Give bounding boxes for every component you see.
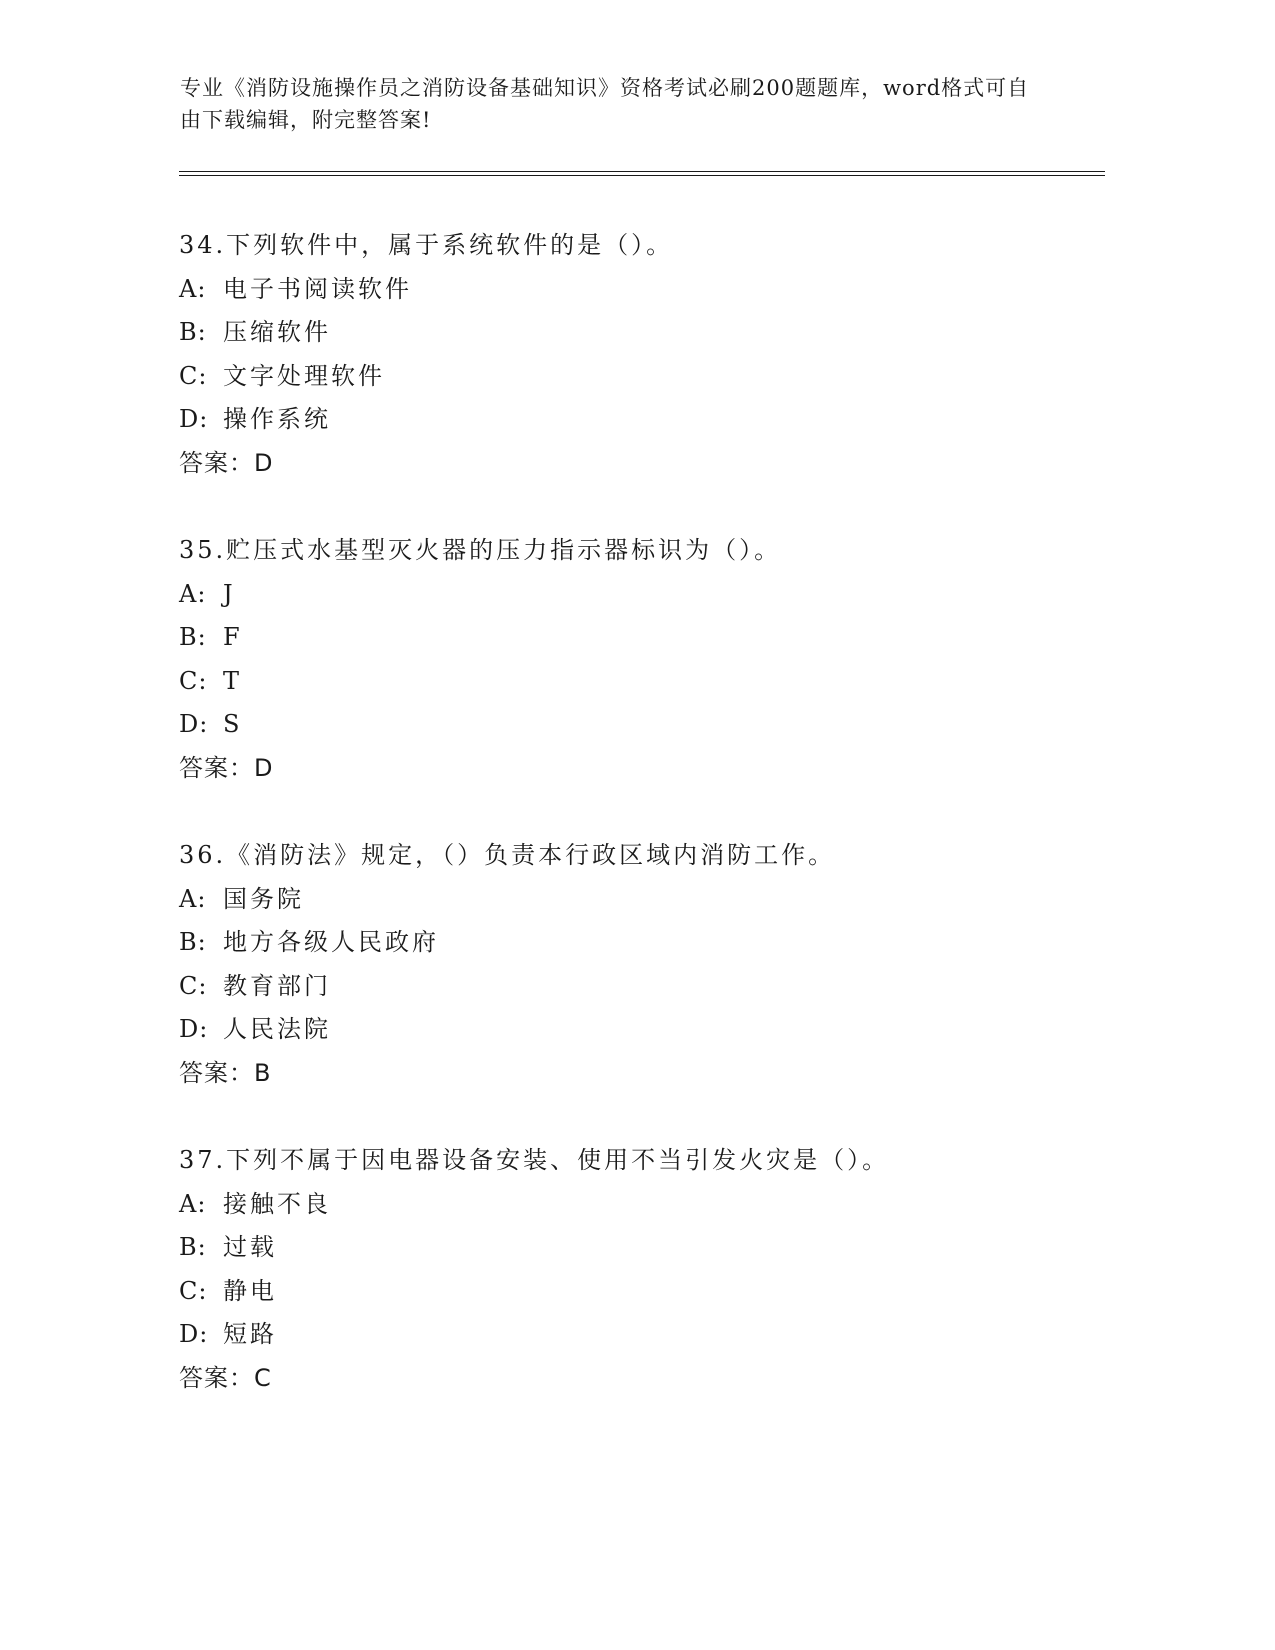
option-b [179,1226,1099,1270]
option-text: 过载 [223,1233,277,1262]
option-text: T [223,666,243,695]
option-letter: C: [179,971,208,1000]
option-a [179,573,1099,617]
option-d [179,1313,1099,1357]
option-letter: C: [179,1276,208,1305]
option-c [179,355,1099,399]
header-divider-top [179,171,1105,172]
option-text: 国务院 [223,884,304,913]
option-b [179,311,1099,355]
option-text: 操作系统 [223,405,331,434]
option-b [179,921,1099,965]
option-text: S [223,710,243,739]
option-letter: A: [179,274,207,303]
option-letter: B: [179,318,207,347]
option-c [179,1270,1099,1314]
option-letter: A: [179,1189,207,1218]
question-stem: 35.贮压式水基型灭火器的压力指示器标识为（）。 [179,536,782,564]
option-letter: B: [179,623,207,652]
option-text: J [223,579,236,608]
option-text: F [223,623,243,652]
option-d [179,398,1099,442]
question-37 [179,1139,1099,1401]
question-35 [179,529,1099,791]
answer-line: 答案：D [179,448,274,477]
question-stem: 34.下列软件中，属于系统软件的是（）。 [179,231,674,259]
option-text: 短路 [223,1320,277,1349]
option-text: 人民法院 [223,1015,331,1044]
option-letter: B: [179,1233,207,1262]
question-36 [179,834,1099,1096]
header-divider-bottom [179,175,1105,176]
document-header: 专业《消防设施操作员之消防设备基础知识》资格考试必刷200题题库，word格式可自由下载编辑，附完整答案! [180,76,1030,132]
option-a [179,878,1099,922]
option-text: 文字处理软件 [223,361,385,390]
option-letter: A: [179,884,207,913]
question-34 [179,224,1099,486]
option-letter: C: [179,666,208,695]
option-c [179,660,1099,704]
option-letter: D: [179,405,209,434]
option-letter: D: [179,1015,209,1044]
option-d [179,703,1099,747]
answer-line: 答案：D [179,753,274,782]
option-b [179,616,1099,660]
option-a [179,1183,1099,1227]
option-c [179,965,1099,1009]
question-stem: 37.下列不属于因电器设备安装、使用不当引发火灾是（）。 [179,1146,890,1174]
option-text: 接触不良 [223,1189,331,1218]
option-letter: A: [179,579,207,608]
question-stem: 36.《消防法》规定，（）负责本行政区域内消防工作。 [179,841,836,869]
option-d [179,1008,1099,1052]
answer-line: 答案：B [179,1058,272,1087]
option-text: 电子书阅读软件 [223,274,412,303]
option-letter: D: [179,1320,209,1349]
option-text: 压缩软件 [223,318,331,347]
option-text: 地方各级人民政府 [223,928,439,957]
option-letter: D: [179,710,209,739]
option-text: 教育部门 [223,971,331,1000]
option-letter: B: [179,928,207,957]
option-letter: C: [179,361,208,390]
option-text: 静电 [223,1276,277,1305]
option-a [179,268,1099,312]
answer-line: 答案：C [179,1363,272,1392]
